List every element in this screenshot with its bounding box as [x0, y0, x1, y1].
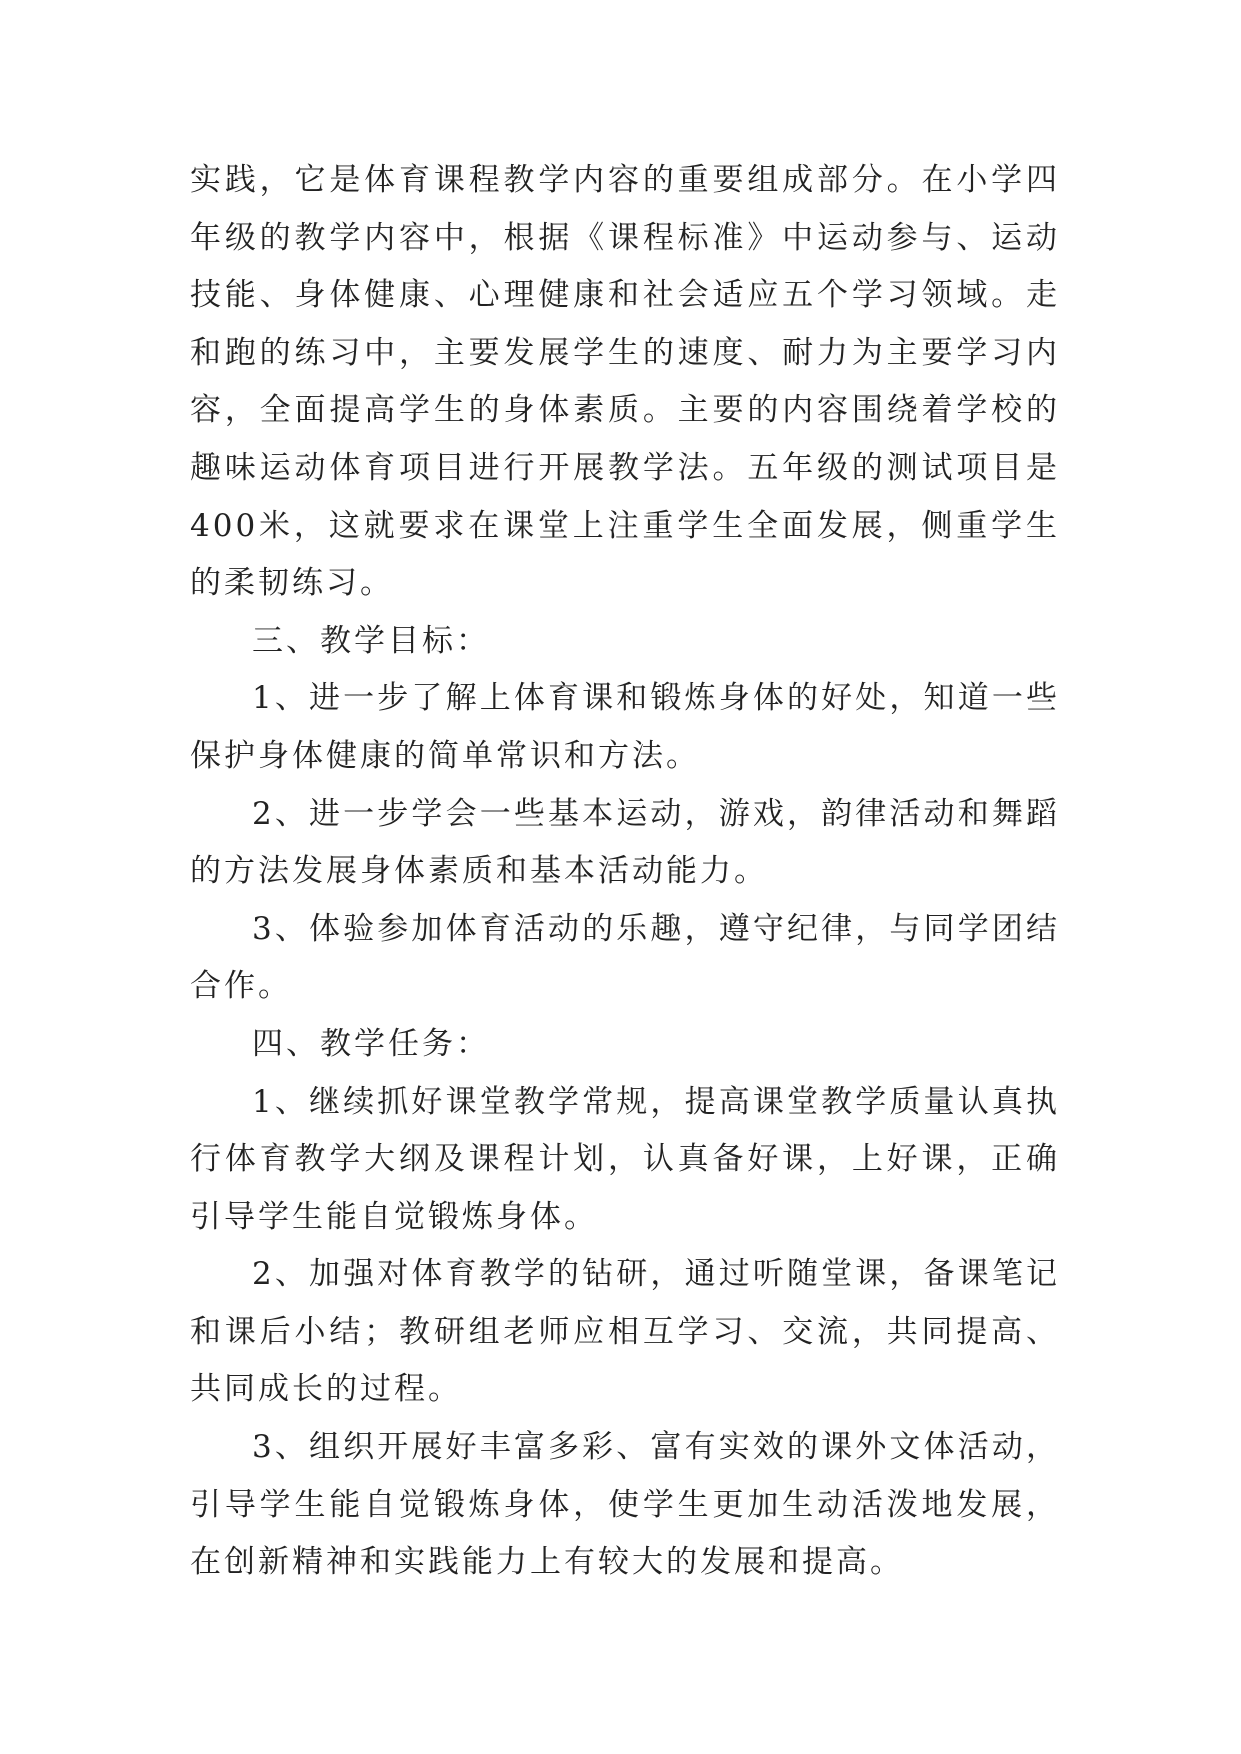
task-item-1: 1、继续抓好课堂教学常规，提高课堂教学质量认真执行体育教学大纲及课程计划，认真备好课，上好课，正确引导学生能自觉锻炼身体。 [190, 1083, 1060, 1235]
task-item-3: 3、组织开展好丰富多彩、富有实效的课外文体活动，引导学生能自觉锻炼身体，使学生更加生动活泼地发展，在创新精神和实践能力上有较大的发展和提高。 [190, 1429, 1060, 1581]
document-body [190, 152, 1060, 1592]
task-item-2: 2、加强对体育教学的钻研，通过听随堂课，备课笔记和课后小结；教研组老师应相互学习、交流，共同提高、共同成长的过程。 [190, 1256, 1060, 1408]
goal-item-3: 3、体验参加体育活动的乐趣，遵守纪律，与同学团结合作。 [190, 910, 1060, 1005]
goal-item-1: 1、进一步了解上体育课和锻炼身体的好处，知道一些保护身体健康的简单常识和方法。 [190, 680, 1060, 774]
goal-item-2: 2、进一步学会一些基本运动，游戏，韵律活动和舞蹈的方法发展身体素质和基本活动能力。 [190, 795, 1060, 890]
section-heading-teaching-tasks: 四、教学任务： [252, 1025, 490, 1062]
section-heading-teaching-goals: 三、教学目标： [252, 622, 490, 659]
paragraph-continuation: 实践，它是体育课程教学内容的重要组成部分。在小学四年级的教学内容中，根据《课程标准》中运动参与、运动技能、身体健康、心理健康和社会适应五个学习领域。走和跑的练习中，主要发展学生的速度、耐力为主要学习内容，全面提高学生的身体素质。主要的内容围绕着学校的趣味运动体育项目进行开展教学法。五年级的测试项目是400米，这就要求在课堂上注重学生全面发展，侧重学生的柔韧练习。 [190, 162, 1060, 602]
